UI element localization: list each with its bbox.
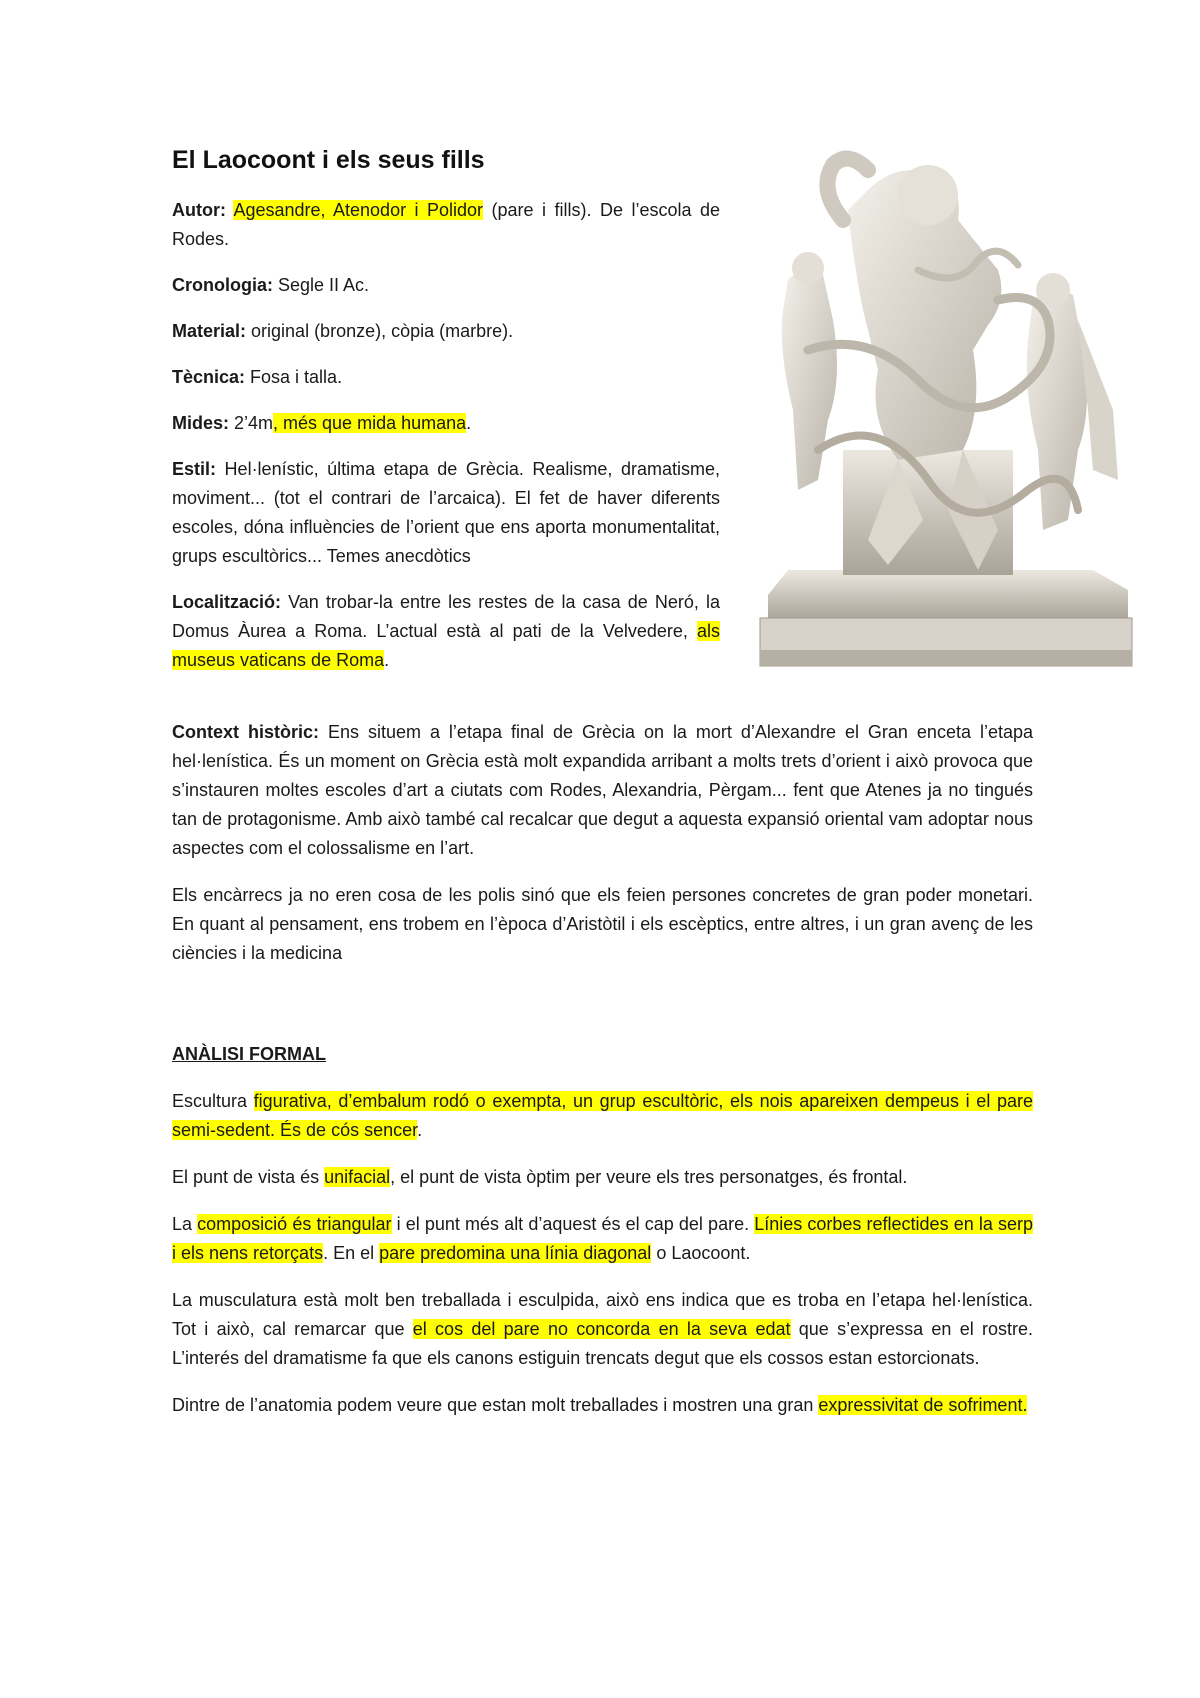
analisi-heading: ANÀLISI FORMAL bbox=[172, 1044, 326, 1064]
localitzacio-label: Localització: bbox=[172, 592, 282, 612]
document-title: El Laocoont i els seus fills bbox=[172, 146, 485, 174]
mides-end: . bbox=[466, 413, 472, 433]
autor-highlight: Agesandre, Atenodor i Polidor bbox=[233, 200, 484, 220]
p2-highlight: unifacial bbox=[324, 1167, 391, 1187]
context-text: Ens situem a l’etapa final de Grècia on la mort d’Alexandre el Gran enceta l’etapa hel·lenística. És un moment on Grècia està molt expandida arribant a molts trets d’orient i això provoca que s’instauren moltes escoles d’art a ciutats com Rodes, Alexandria, Pèrgam... fent que Atenes ja no tingués tan de protagonisme. Amb això també cal recalcar que degut a aquesta expansió oriental vam adoptar nous aspectes com el colossalisme en l’art. bbox=[172, 722, 1033, 858]
mides-text: 2’4m bbox=[229, 413, 274, 433]
info-column bbox=[172, 196, 720, 692]
tecnica-label: Tècnica: bbox=[172, 367, 246, 387]
tecnica-text: Fosa i talla. bbox=[245, 367, 343, 387]
statue-base-shadow bbox=[760, 650, 1132, 666]
p5-highlight: expressivitat de sofriment. bbox=[818, 1395, 1028, 1415]
cronologia-line bbox=[172, 271, 720, 300]
full-width-text bbox=[172, 718, 1033, 1438]
p3-highlight-2: Línies corbes reflectides en la serp i els nens retorçats bbox=[172, 1214, 1033, 1263]
analisi-p2 bbox=[172, 1163, 1033, 1192]
context-paragraph bbox=[172, 718, 1033, 863]
context-label: Context històric: bbox=[172, 722, 319, 742]
p4-text-a: La musculatura està molt ben treballada i esculpida, això ens indica que es troba en l’etapa hel·lenística. Tot i això, cal remarcar que bbox=[172, 1290, 1033, 1339]
tecnica-line bbox=[172, 363, 720, 392]
autor-text: (pare i fills). De l’escola de Rodes. bbox=[172, 200, 720, 249]
analisi-p4 bbox=[172, 1286, 1033, 1373]
estil-line bbox=[172, 455, 720, 571]
estil-text: Hel·lenístic, última etapa de Grècia. Realisme, dramatisme, moviment... (tot el contrari de l’arcaica). El fet de haver diferents escoles, dóna influències de l’orient que ens aporta monumentalitat, grups escultòrics... Temes anecdòtics bbox=[172, 459, 720, 566]
encarrecs-paragraph: Els encàrrecs ja no eren cosa de les polis sinó que els feien persones concretes de gran poder monetari. En quant al pensament, ens trobem en l’època d’Aristòtil i els escèptics, entre altres, i un gran avenç de les ciències i la medicina bbox=[172, 885, 1033, 963]
mides-highlight: , més que mida humana bbox=[273, 413, 467, 433]
p4-highlight: el cos del pare no concorda en la seva edat bbox=[412, 1319, 791, 1339]
p4-text-b: que s’expressa en el rostre. L’interés del dramatisme fa que els canons estiguin trencats degut que els cossos estan estorcionats. bbox=[172, 1319, 1034, 1368]
material-line bbox=[172, 317, 720, 346]
p2-text-a: El punt de vista és bbox=[172, 1167, 325, 1187]
right-son-figure bbox=[1027, 289, 1087, 530]
p2-text-b: , el punt de vista òptim per veure els tres personatges, és frontal. bbox=[390, 1167, 908, 1187]
localitzacio-highlight: als museus vaticans de Roma bbox=[172, 621, 720, 670]
cronologia-label: Cronologia: bbox=[172, 275, 273, 295]
mides-label: Mides: bbox=[172, 413, 230, 433]
localitzacio-end: . bbox=[384, 650, 390, 670]
estil-label: Estil: bbox=[172, 459, 217, 479]
p3-text-c: . En el bbox=[323, 1243, 380, 1263]
p3-text-b: i el punt més alt d’aquest és el cap del pare. bbox=[391, 1214, 755, 1234]
localitzacio-text: Van trobar-la entre les restes de la casa de Neró, la Domus Àurea a Roma. L’actual està al pati de la Velvedere, bbox=[172, 592, 720, 641]
p5-text-a: Dintre de l’anatomia podem veure que estan molt treballades i mostren una gran bbox=[172, 1395, 819, 1415]
father-head bbox=[898, 165, 958, 225]
localitzacio-line bbox=[172, 588, 720, 675]
cronologia-text: Segle II Ac. bbox=[273, 275, 370, 295]
left-son-head bbox=[792, 252, 824, 284]
p1-highlight: figurativa, d’embalum rodó o exempta, un grup escultòric, els nois apareixen dempeus i el pare semi-sedent. És de cós sencer bbox=[172, 1091, 1033, 1140]
material-label: Material: bbox=[172, 321, 247, 341]
laocoon-statue-image bbox=[748, 150, 1143, 670]
p3-highlight-3: pare predomina una línia diagonal bbox=[379, 1243, 652, 1263]
p3-highlight-1: composició és triangular bbox=[197, 1214, 392, 1234]
p3-text-d: o Laocoont. bbox=[651, 1243, 751, 1263]
analisi-p5 bbox=[172, 1391, 1033, 1420]
left-son-figure bbox=[782, 269, 837, 490]
analisi-p1 bbox=[172, 1087, 1033, 1145]
p1-text-b: . bbox=[417, 1120, 423, 1140]
analisi-p3 bbox=[172, 1210, 1033, 1268]
p3-text-a: La bbox=[172, 1214, 198, 1234]
autor-label: Autor: bbox=[172, 200, 226, 220]
statue-illustration bbox=[748, 150, 1143, 670]
mides-line bbox=[172, 409, 720, 438]
p1-text-a: Escultura bbox=[172, 1091, 254, 1111]
material-text: original (bronze), còpia (marbre). bbox=[246, 321, 514, 341]
statue-base-top bbox=[768, 570, 1128, 620]
autor-line bbox=[172, 196, 720, 254]
